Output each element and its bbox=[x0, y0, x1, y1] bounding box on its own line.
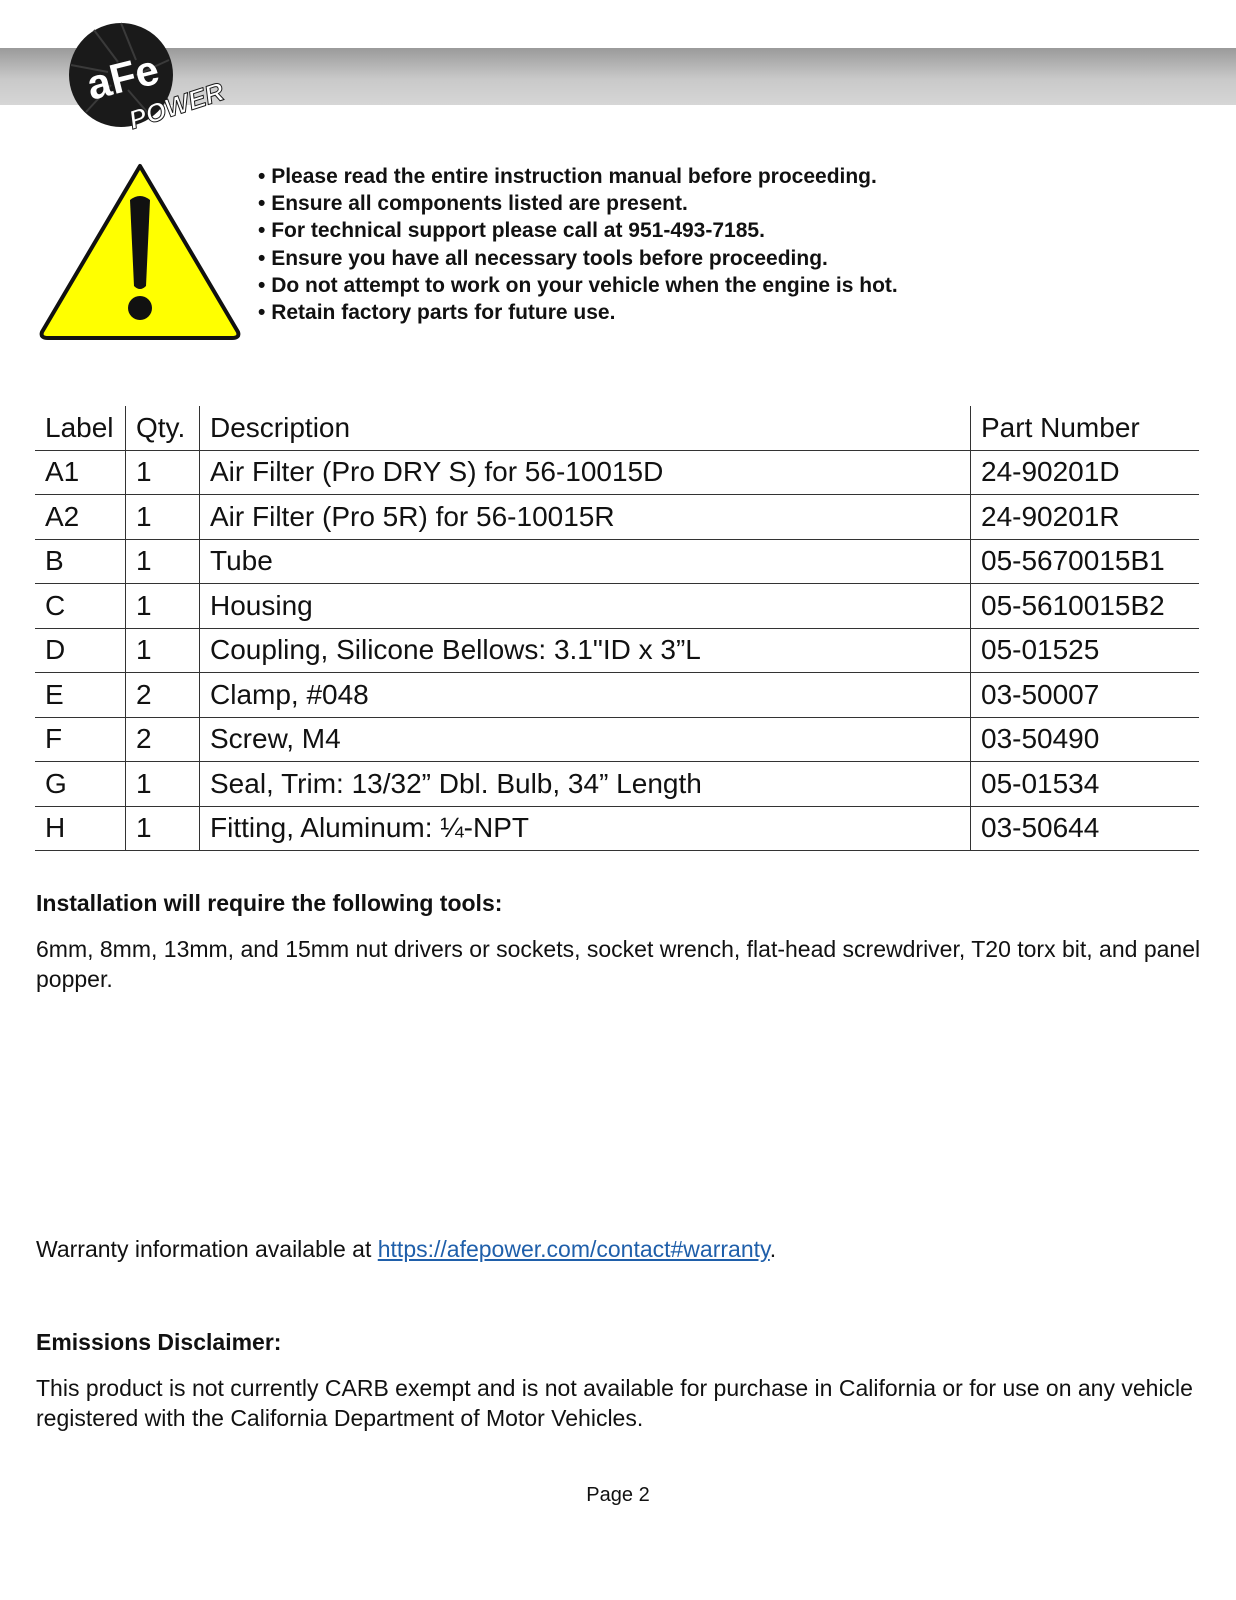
cell-description: Housing bbox=[200, 584, 971, 629]
warranty-line bbox=[36, 1236, 776, 1263]
table-row bbox=[35, 806, 1199, 851]
warning-icon bbox=[36, 160, 244, 345]
table-row bbox=[35, 717, 1199, 762]
cell-label: E bbox=[35, 673, 126, 718]
logo-text-primary: aFe bbox=[81, 45, 164, 109]
notice-item: • For technical support please call at 951-493-7185. bbox=[258, 217, 898, 244]
afe-power-logo bbox=[66, 20, 246, 138]
tools-heading: Installation will require the following tools: bbox=[36, 890, 503, 916]
table-row bbox=[35, 762, 1199, 807]
table-header-row bbox=[35, 406, 1199, 450]
logo-text-secondary: POWER bbox=[124, 76, 228, 136]
cell-qty: 1 bbox=[126, 539, 200, 584]
header-description: Description bbox=[200, 406, 971, 450]
cell-part-number: 03-50007 bbox=[971, 673, 1200, 718]
cell-part-number: 24-90201D bbox=[971, 450, 1200, 495]
cell-label: B bbox=[35, 539, 126, 584]
cell-part-number: 03-50490 bbox=[971, 717, 1200, 762]
notice-item: • Ensure all components listed are present. bbox=[258, 190, 898, 217]
table-row bbox=[35, 584, 1199, 629]
table-row bbox=[35, 673, 1199, 718]
cell-qty: 1 bbox=[126, 584, 200, 629]
cell-qty: 2 bbox=[126, 673, 200, 718]
page-number: Page 2 bbox=[586, 1484, 650, 1506]
cell-description: Seal, Trim: 13/32” Dbl. Bulb, 34” Length bbox=[200, 762, 971, 807]
cell-description: Coupling, Silicone Bellows: 3.1"ID x 3”L bbox=[200, 628, 971, 673]
cell-qty: 1 bbox=[126, 806, 200, 851]
cell-qty: 1 bbox=[126, 495, 200, 540]
cell-qty: 1 bbox=[126, 628, 200, 673]
cell-part-number: 05-5670015B1 bbox=[971, 539, 1200, 584]
cell-qty: 1 bbox=[126, 762, 200, 807]
cell-part-number: 05-01525 bbox=[971, 628, 1200, 673]
notice-item: • Retain factory parts for future use. bbox=[258, 299, 898, 326]
cell-label: A2 bbox=[35, 495, 126, 540]
cell-part-number: 05-5610015B2 bbox=[971, 584, 1200, 629]
notice-item: • Do not attempt to work on your vehicle when the engine is hot. bbox=[258, 272, 898, 299]
header-qty: Qty. bbox=[126, 406, 200, 450]
table-row bbox=[35, 539, 1199, 584]
cell-description: Fitting, Aluminum: ¼-NPT bbox=[200, 806, 971, 851]
cell-label: G bbox=[35, 762, 126, 807]
emissions-text: This product is not currently CARB exempt and is not available for purchase in California or for use on any vehicle registered with the California Department of Motor Vehicles. bbox=[36, 1375, 1193, 1431]
cell-part-number: 03-50644 bbox=[971, 806, 1200, 851]
notice-item: • Please read the entire instruction manual before proceeding. bbox=[258, 163, 898, 190]
cell-label: H bbox=[35, 806, 126, 851]
cell-label: A1 bbox=[35, 450, 126, 495]
cell-description: Air Filter (Pro 5R) for 56-10015R bbox=[200, 495, 971, 540]
warranty-suffix: . bbox=[769, 1236, 777, 1262]
cell-part-number: 05-01534 bbox=[971, 762, 1200, 807]
table-row bbox=[35, 450, 1199, 495]
notice-item: • Ensure you have all necessary tools before proceeding. bbox=[258, 245, 898, 272]
header-part-number: Part Number bbox=[971, 406, 1200, 450]
header-label: Label bbox=[35, 406, 126, 450]
cell-description: Tube bbox=[200, 539, 971, 584]
tools-text: 6mm, 8mm, 13mm, and 15mm nut drivers or sockets, socket wrench, flat-head screwdriver, T20 torx bit, and panel popper. bbox=[36, 936, 1201, 992]
table-row bbox=[35, 495, 1199, 540]
cell-label: F bbox=[35, 717, 126, 762]
cell-qty: 1 bbox=[126, 450, 200, 495]
cell-description: Air Filter (Pro DRY S) for 56-10015D bbox=[200, 450, 971, 495]
cell-qty: 2 bbox=[126, 717, 200, 762]
cell-part-number: 24-90201R bbox=[971, 495, 1200, 540]
table-row bbox=[35, 628, 1199, 673]
cell-description: Clamp, #048 bbox=[200, 673, 971, 718]
cell-label: D bbox=[35, 628, 126, 673]
cell-description: Screw, M4 bbox=[200, 717, 971, 762]
notice-list bbox=[258, 163, 898, 326]
cell-label: C bbox=[35, 584, 126, 629]
emissions-heading: Emissions Disclaimer: bbox=[36, 1329, 282, 1355]
warranty-prefix: Warranty information available at bbox=[36, 1236, 378, 1262]
warranty-link[interactable]: https://afepower.com/contact#warranty bbox=[377, 1236, 770, 1262]
parts-table bbox=[35, 406, 1199, 851]
